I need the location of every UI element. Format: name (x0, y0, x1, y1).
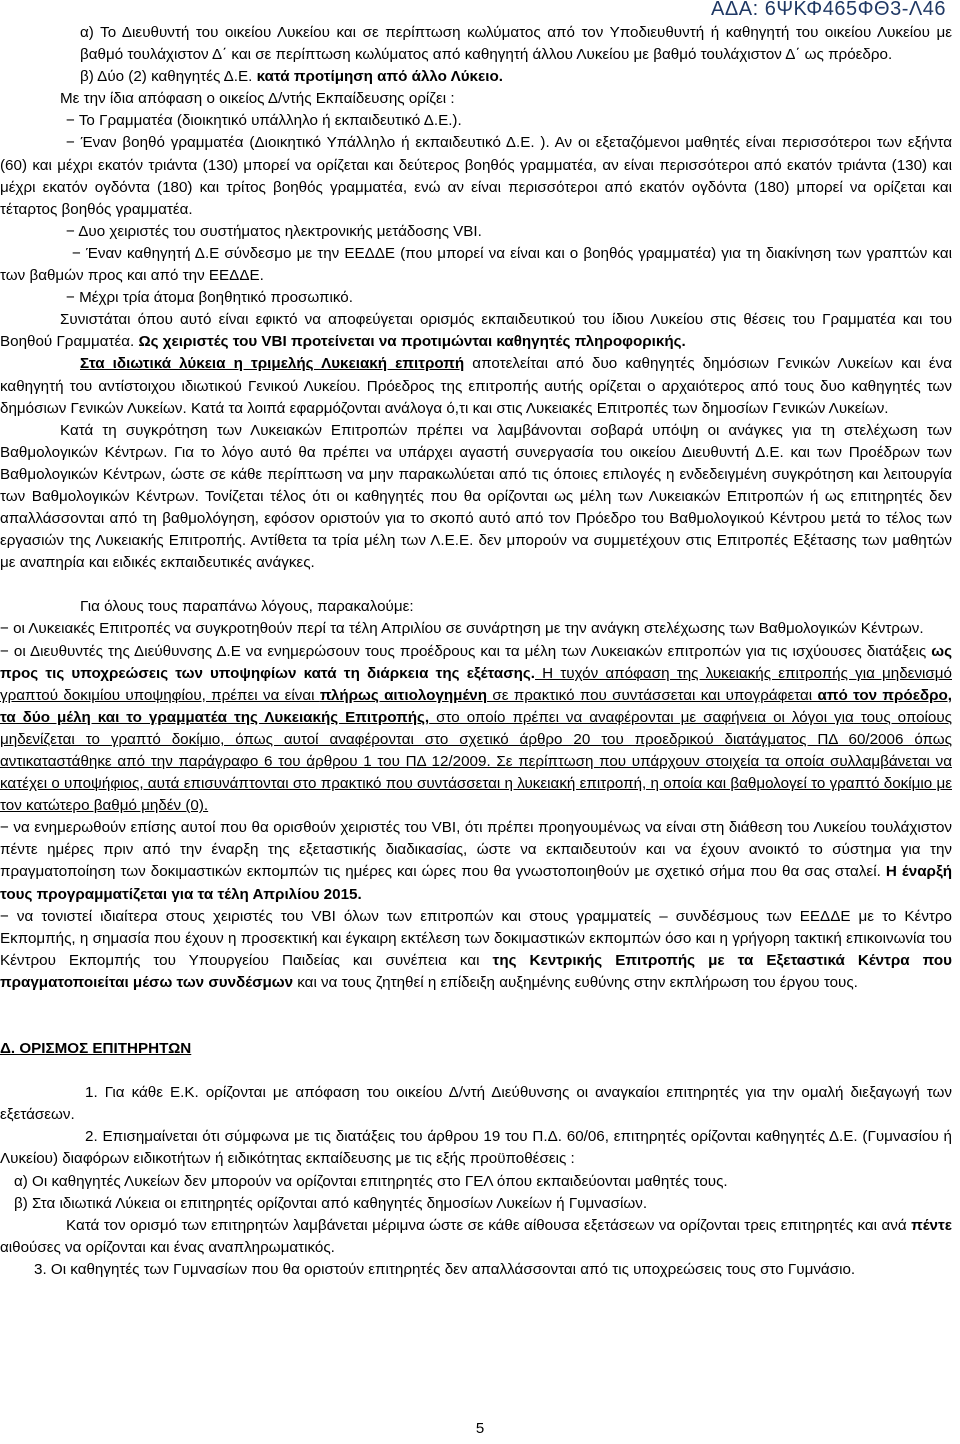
role-assistant: − Έναν βοηθό γραμματέα (Διοικητικό Υπάλληλο ή εκπαιδευτικό Δ.Ε. ). Αν οι εξεταζόμενοι μαθητές είναι περισσότεροι των εξήντα (60) και μέχρι εκατόν τριάντα (130) μπορεί να ορίζεται και δεύτερος βοηθός γραμματέα, αν είναι περισσότεροι από εκατόν τριάντα (130) και μέχρι εκατόν ογδόντα (180) και τρίτος βοηθός γραμματέα, ενώ αν είναι περισσότεροι από εκατόν ογδόντα (180) μπορεί να ορίζεται και τέταρτος βοηθός γραμματέα. (0, 134, 952, 218)
composition-paragraph: Κατά τη συγκρότηση των Λυκειακών Επιτροπών πρέπει να λαμβάνονται σοβαρά υπόψη οι ανάγκες για τη στελέχωση των Βαθμολογικών Κέντρων. Για το λόγο αυτό θα πρέπει να υπάρχει αγαστή συνεργασία του οικείου Διευθυντή Δ.Ε. και των Προέδρων των Βαθμολογικών Κέντρων, ώστε σε κάθε περίπτωση να μην παρακωλύεται από τις όποιες επιλογές η ενδεδειγμένη συγκρότηση και λειτουργία των Βαθμολογικών Κέντρων. Τονίζεται τέλος ότι οι καθηγητές που θα ορίζονται ως μέλη των Λυκειακών Επιτροπών ή ως επιτηρητές δεν απαλλάσσονται από τη βαθμολόγηση, εφόσον οριστούν για το σκοπό αυτό από τον Πρόεδρο του Βαθμολογικού Κέντρου μετά το τέλος των εργασιών της Λυκειακής Επιτροπής. Αντίθετα τα τρία μέλη των Λ.Ε.Ε. δεν μπορούν να συμμετέχουν στις Επιτροπές Εξέτασης των μαθητών με αναπηρία και ειδικές εκπαιδευτικές ανάγκες. (0, 421, 952, 572)
role-liaison: − Έναν καθηγητή Δ.Ε σύνδεσμο με την ΕΕΔΔΕ (που μπορεί να είναι και ο βοηθός γραμματέα) για τη διακίνηση των γραπτών και των βαθμών προς και από την ΕΕΔΔΕ. (0, 244, 952, 285)
section-d-p2a: α) Οι καθηγητές Λυκείων δεν μπορούν να ορίζονται επιτηρητές στο ΓΕΛ όπου εκπαιδεύονται μαθητές τους. (14, 1172, 728, 1190)
request-2: − οι Διευθυντές της Διεύθυνσης Δ.Ε να ενημερώσουν τους προέδρους και τα μέλη των Λυκειακών επιτροπών για τις ισχύουσες διατάξεις ως προς τις υποχρεώσεις των υποψηφίων κατά τη διάρκεια της εξέτασης. Η τυχόν απόφαση της λυκειακής επιτροπής για μηδενισμό γραπτού δοκιμίου υποψηφίου, πρέπει να είναι πλήρως αιτιολογημένη σε πρακτικό που συντάσσεται και υπογράφεται από τον πρόεδρο, τα δύο μέλη και το γραμματέα της Λυκειακής Επιτροπής, στο οποίο πρέπει να αναφέρονται με σαφήνεια οι λόγοι για τους οποίους μηδενίζεται το γραπτό δοκίμιο, όπως αυτοί αναφέρονται στο σχετικό άρθρο 20 του προεδρικού διατάγματος ΠΔ 60/2006 όπως αντικαταστάθηκε από την παράγραφο 6 του άρθρου 1 του ΠΔ 12/2009. Σε περίπτωση που υπάρχουν στοιχεία τα οποία συλλαμβάνεται να κατέχει ο υποψήφιος, αυτά επισυνάπτονται στο πρακτικό που συντάσσεται η λυκειακή επιτροπή, η οποία και βαθμολογεί το γραπτό δοκίμιο με τον κατώτερο βαθμό μηδέν (0). (0, 642, 953, 815)
document-body (0, 22, 960, 1281)
role-aux-staff: − Μέχρι τρία άτομα βοηθητικό προσωπικό. (66, 289, 353, 307)
section-d-p3: 3. Οι καθηγητές των Γυμνασίων που θα οριστούν επιτηρητές δεν απαλλάσσονται από τις υποχρεώσεις τους στο Γυμνάσιο. (34, 1260, 856, 1278)
section-d-p2b: β) Στα ιδιωτικά Λύκεια οι επιτηρητές ορίζονται από καθηγητές δημοσίων Λυκείων ή Γυμνασίων. (14, 1194, 648, 1212)
private-schools: Στα ιδιωτικά λύκεια η τριμελής Λυκειακή επιτροπή αποτελείται από δυο καθηγητές δημόσιων Γενικών Λυκείων και ένα καθηγητή του αντίστοιχου ιδιωτικού Γενικού Λυκείου. Πρόεδρος της επιτροπής αυτής ορίζεται ο αρχαιότερος από τους δυο καθηγητές των δημόσιων Γενικών Λυκείων. Κατά τα λοιπά εφαρμόζονται ανάλογα ό,τι και στις Λυκειακές Επιτροπές των δημοσίων Γενικών Λυκείων. (0, 355, 953, 417)
role-secretary: − Το Γραμματέα (διοικητικό υπάλληλο ή εκπαιδευτικό Δ.Ε.). (66, 112, 462, 130)
same-decision: Με την ίδια απόφαση ο οικείος Δ/ντής Εκπαίδευσης ορίζει : (60, 90, 455, 108)
recommendation: Συνιστάται όπου αυτό είναι εφικτό να αποφεύγεται ορισμός εκπαιδευτικού του ίδιου Λυκείου στις θέσεις του Γραμματέα και του Βοηθού Γραμματέα. Ως χειριστές του VBI προτείνεται να προτιμώνται καθηγητές πληροφορικής. (0, 311, 952, 351)
request-3: − να ενημερωθούν επίσης αυτοί που θα ορισθούν χειριστές του VBI, ότι πρέπει προηγουμένως να είναι στη διάθεση του Λυκείου τουλάχιστον πέντε ημέρες πριν από την έναρξη της εξεταστικής διαδικασίας, ώστε να εκπαιδευτούν και να έχουν ανοικτό το σύστημα για την πραγματοποίηση των δοκιμαστικών εκπομπών τις ημέρες και ώρες που θα γνωστοποιηθούν με σχετικό σήμα που θα σας σταλεί. Η έναρξή τους προγραμματίζεται για τα τέλη Απριλίου 2015. (0, 819, 952, 903)
request-4: − να τονιστεί ιδιαίτερα στους χειριστές του VBI όλων των επιτροπών και στους γραμματείς – συνδέσμους των ΕΕΔΔΕ με το Κέντρο Εκπομπής, η σημασία που έχουν η προσεκτική και έγκαιρη εκτέλεση των δοκιμαστικών εκπομπών όσο και η γρήγορη τακτική επικοινωνία του Κέντρου Εκπομπής του Υπουργείου Παιδείας και συνέπεια και της Κεντρικής Επιτροπής με τα Εξεταστικά Κέντρα που πραγματοποιείται μέσω των συνδέσμων και να τους ζητηθεί η επίδειξη αυξημένης ευθύνης στην εκπλήρωση του έργου τους. (0, 907, 952, 991)
item-a: α) Το Διευθυντή του οικείου Λυκείου και σε περίπτωση κωλύματος από τον Υποδιευθυντή ή καθηγητή του οικείου Λυκείου με βαθμό τουλάχιστον Δ΄ και σε περίπτωση κωλύματος από καθηγητή άλλου Λυκείου με βαθμό τουλάχιστον Δ΄ ως πρόεδρο. (80, 24, 952, 64)
request-intro: Για όλους τους παραπάνω λόγους, παρακαλούμε: (80, 598, 414, 616)
section-d-p2c: Κατά τον ορισμό των επιτηρητών λαμβάνεται μέριμνα ώστε σε κάθε αίθουσα εξετάσεων να ορίζονται τρεις επιτηρητές και ανά πέντε αιθούσες να ορίζονται και ένας αναπληρωματικός. (0, 1216, 952, 1256)
section-d-heading: Δ. ΟΡΙΣΜΟΣ ΕΠΙΤΗΡΗΤΩΝ (0, 1040, 192, 1058)
page-number: 5 (475, 1420, 485, 1437)
ada-code: ΑΔΑ: 6ΨΚΦ465ΦΘ3-Λ46 (711, 0, 946, 20)
item-b: β) Δύο (2) καθηγητές Δ.Ε. κατά προτίμηση από άλλο Λύκειο. (80, 68, 503, 86)
section-d-p2: 2. Επισημαίνεται ότι σύμφωνα με τις διατάξεις του άρθρου 19 του Π.Δ. 60/06, επιτηρητές ορίζονται καθηγητές Δ.Ε. (Γυμνασίου ή Λυκείου) διαφόρων ειδικοτήτων ή ειδικότητας εκπαίδευσης με τις εξής προϋποθέσεις : (0, 1128, 952, 1168)
request-1: − οι Λυκειακές Επιτροπές να συγκροτηθούν περί τα τέλη Απριλίου σε συνάρτηση με την ανάγκη στελέχωσης των Βαθμολογικών Κέντρων. (0, 620, 924, 638)
role-handlers: − Δυο χειριστές του συστήματος ηλεκτρονικής μετάδοσης VBI. (66, 222, 482, 240)
section-d-p1: 1. Για κάθε Ε.Κ. ορίζονται με απόφαση του οικείου Δ/ντή Διεύθυνσης οι αναγκαίοι επιτηρητές για την ομαλή διεξαγωγή των εξετάσεων. (0, 1084, 952, 1124)
